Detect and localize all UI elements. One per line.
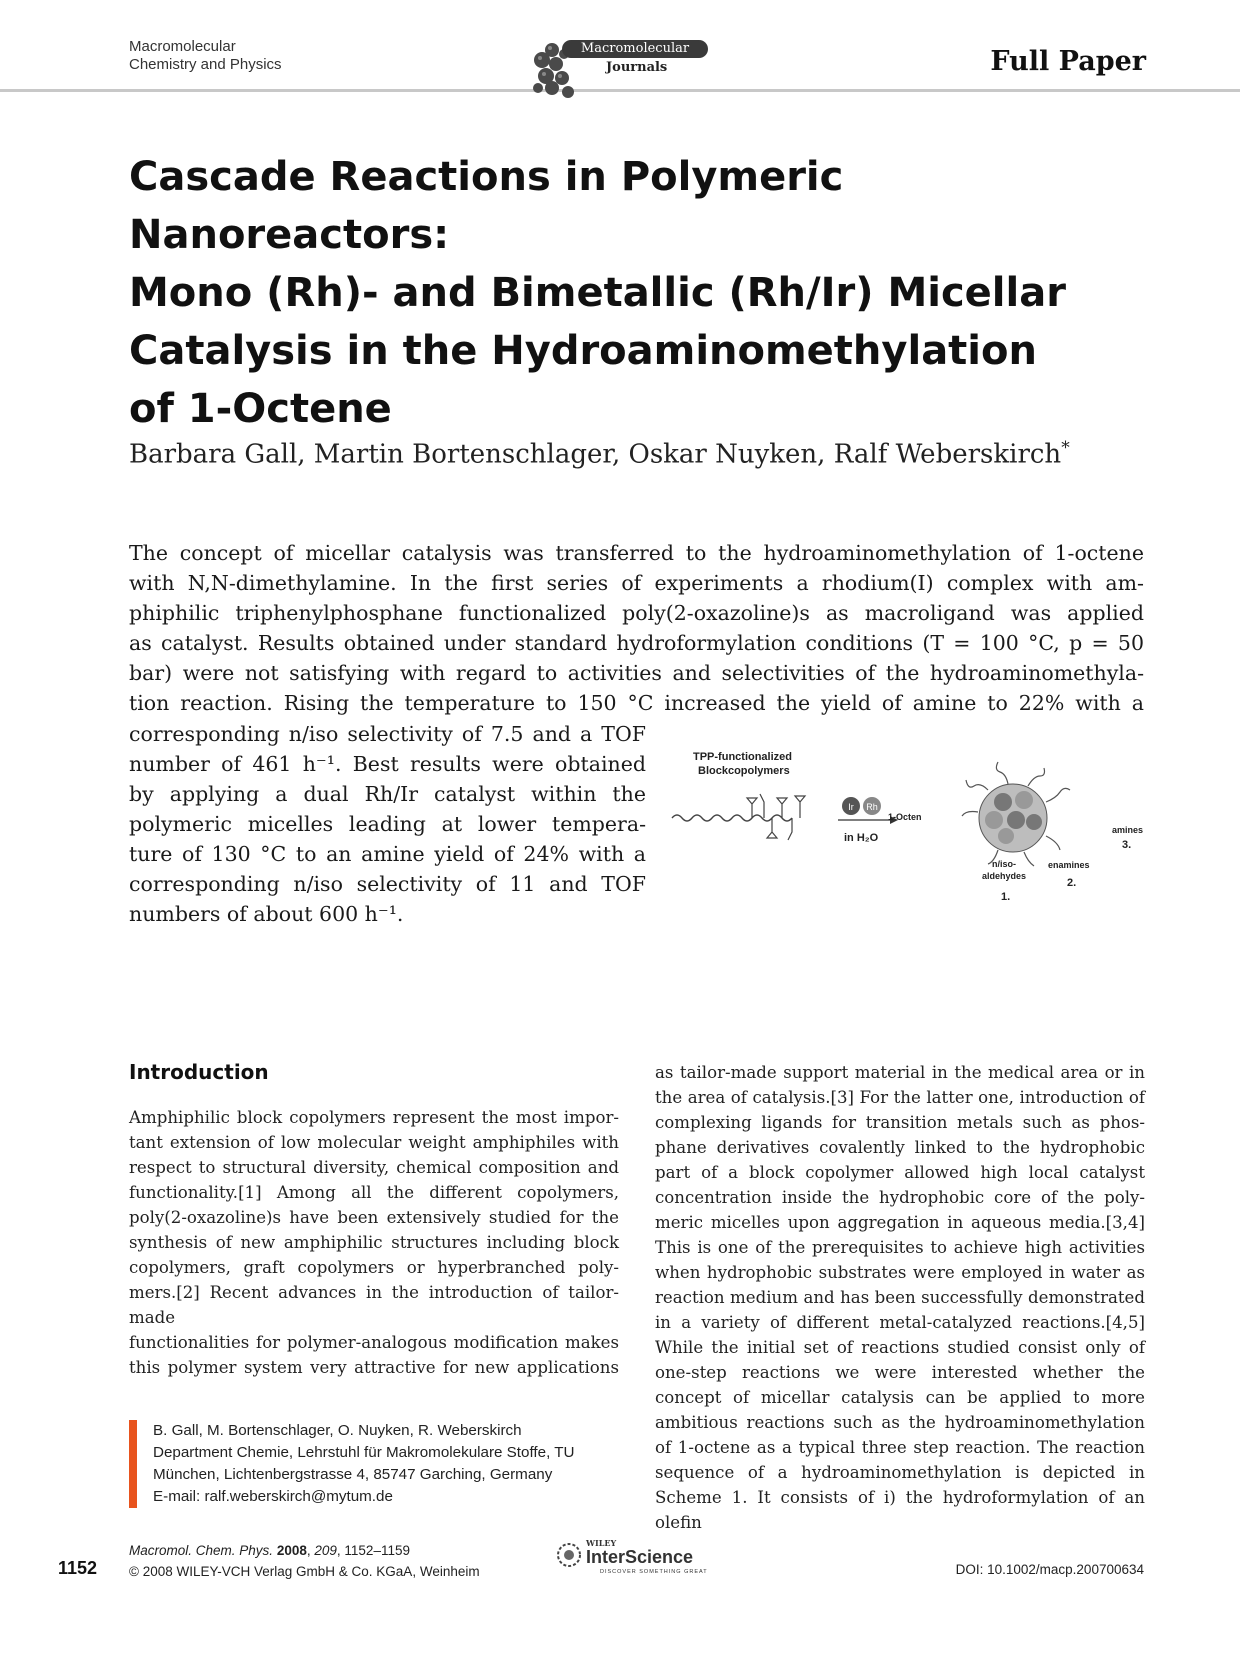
abstract-line: phiphilic triphenylphosphane functionalized poly(2-oxazoline)s as macroligand was applied xyxy=(129,601,1144,625)
authors-text: Barbara Gall, Martin Bortenschlager, Oskar Nuyken, Ralf Weberskirch xyxy=(129,439,1062,470)
graphic-label-polymer-1: TPP-functionalized xyxy=(693,751,792,763)
abstract xyxy=(129,538,1144,718)
graphic-octen: 1-Octen xyxy=(888,812,922,822)
body-line: concentration inside the hydrophobic core of the poly- xyxy=(655,1188,1145,1207)
graphic-rh: Rh xyxy=(866,802,878,812)
body-line: tant extension of low molecular weight amphiphiles with xyxy=(129,1133,619,1152)
affiliation-text xyxy=(153,1420,575,1508)
body-line: meric micelles upon aggregation in aqueous media.[3,4] xyxy=(655,1213,1145,1232)
affiliation-department: Department Chemie, Lehrstuhl für Makromolekulare Stoffe, TU xyxy=(153,1444,575,1461)
doi[interactable]: DOI: 10.1002/macp.200700634 xyxy=(955,1562,1144,1577)
body-line: ambitious reactions such as the hydroaminomethylation xyxy=(655,1413,1145,1432)
affiliation-address: München, Lichtenbergstrasse 4, 85747 Garching, Germany xyxy=(153,1466,553,1483)
graphic-ir: Ir xyxy=(848,802,854,812)
copyright: © 2008 WILEY-VCH Verlag GmbH & Co. KGaA, Weinheim xyxy=(129,1564,480,1579)
journal-name-line2: Chemistry and Physics xyxy=(129,56,282,73)
title-line: of 1-Octene xyxy=(129,386,392,432)
page-number: 1152 xyxy=(58,1558,98,1578)
interscience-wordmark: InterScience xyxy=(586,1547,694,1567)
abstract-line: number of 461 h⁻¹. Best results were obtained xyxy=(129,752,646,776)
globe-icon xyxy=(556,1542,582,1568)
citation-year: 2008 xyxy=(276,1543,307,1558)
body-line: While the initial set of reactions studied consist only of xyxy=(655,1338,1145,1357)
interscience-tagline: DISCOVER SOMETHING GREAT xyxy=(600,1569,708,1575)
body-line: Scheme 1. It consists of i) the hydroformylation of an olefin xyxy=(655,1488,1145,1532)
citation-pages: , 1152–1159 xyxy=(336,1543,410,1558)
micelle-icon xyxy=(962,762,1070,866)
body-line: synthesis of new amphiphilic structures including block xyxy=(129,1233,619,1252)
body-line: Amphiphilic block copolymers represent the most impor- xyxy=(129,1108,619,1127)
body-line: as tailor-made support material in the medical area or in xyxy=(655,1063,1145,1082)
graphic-label-polymer-2: Blockcopolymers xyxy=(698,765,790,777)
section-heading-introduction: Introduction xyxy=(129,1060,269,1084)
citation-journal: Macromol. Chem. Phys. xyxy=(129,1543,274,1558)
abstract-line: numbers of about 600 h⁻¹. xyxy=(129,902,404,926)
tpp-groups-icon xyxy=(747,794,805,840)
footer-citation xyxy=(129,1540,480,1582)
intro-right-column xyxy=(655,1060,1145,1535)
graphic-niso-1: n/iso- xyxy=(992,859,1016,869)
body-line: This is one of the prerequisites to achieve high activities xyxy=(655,1238,1145,1257)
body-line: the area of catalysis.[3] For the latter one, introduction of xyxy=(655,1088,1145,1107)
body-line: part of a block copolymer allowed high local catalyst xyxy=(655,1163,1145,1182)
intro-paragraph xyxy=(129,1105,619,1380)
body-line: poly(2-oxazoline)s have been extensively studied for the xyxy=(129,1208,619,1227)
body-line: in a variety of different metal-catalyzed reactions.[4,5] xyxy=(655,1313,1145,1332)
body-line: functionalities for polymer-analogous modification makes xyxy=(129,1333,619,1352)
corresponding-mark: * xyxy=(1061,438,1070,458)
graphic-amines: amines xyxy=(1112,825,1144,835)
logo-journals: Journals xyxy=(606,60,668,75)
affiliation-authors: B. Gall, M. Bortenschlager, O. Nuyken, R. Weberskirch xyxy=(153,1422,522,1439)
body-line: concept of micellar catalysis can be applied to more xyxy=(655,1388,1145,1407)
body-line: respect to structural diversity, chemical composition and xyxy=(129,1158,619,1177)
title-line: Catalysis in the Hydroaminomethylation xyxy=(129,328,1037,374)
intro-left-column xyxy=(129,1060,619,1380)
abstract-line: as catalyst. Results obtained under standard hydroformylation conditions (T = 100 °C, p = 50 xyxy=(129,631,1144,655)
article-type: Full Paper xyxy=(990,46,1146,77)
abstract-line: The concept of micellar catalysis was transferred to the hydroaminomethylation of 1-octene xyxy=(129,541,1144,565)
graphical-abstract xyxy=(668,740,1154,910)
affiliation-bar xyxy=(129,1420,137,1508)
affiliation-email[interactable]: E-mail: ralf.weberskirch@mytum.de xyxy=(153,1488,393,1505)
body-line: mers.[2] Recent advances in the introduction of tailor-made xyxy=(129,1283,619,1327)
body-line: copolymers, graft copolymers or hyperbranched poly- xyxy=(129,1258,619,1277)
abstract-line: corresponding n/iso selectivity of 11 and TOF xyxy=(129,872,646,896)
wiley-small: WILEY xyxy=(586,1538,617,1548)
body-line: of 1-octene as a typical three step reaction. The reaction xyxy=(655,1438,1145,1457)
abstract-line: polymeric micelles leading at lower tempera- xyxy=(129,812,646,836)
abstract-line: bar) were not satisfying with regard to activities and selectivities of the hydroaminomethyla- xyxy=(129,661,1144,685)
body-line: sequence of a hydroaminomethylation is depicted in xyxy=(655,1463,1145,1482)
body-line: complexing ligands for transition metals such as phos- xyxy=(655,1113,1145,1132)
graphic-solvent: in H₂O xyxy=(844,832,879,844)
polymer-chain-icon xyxy=(672,815,792,821)
graphic-niso-2: aldehydes xyxy=(982,871,1027,881)
intro-paragraph-continued xyxy=(655,1060,1145,1535)
abstract-line: by applying a dual Rh/Ir catalyst within the xyxy=(129,782,646,806)
body-line: reaction medium and has been successfully demonstrated xyxy=(655,1288,1145,1307)
body-line: when hydrophobic substrates were employed in water as xyxy=(655,1263,1145,1282)
abstract-continued xyxy=(129,719,646,929)
graphic-num3: 3. xyxy=(1122,839,1132,851)
abstract-line: tion reaction. Rising the temperature to 150 °C increased the yield of amine to 22% with a xyxy=(129,691,1144,715)
title-line: Mono (Rh)- and Bimetallic (Rh/Ir) Micellar xyxy=(129,270,1066,316)
graphic-enamines: enamines xyxy=(1048,860,1090,870)
wiley-interscience-logo xyxy=(556,1536,736,1580)
macromolecular-journals-logo xyxy=(528,28,718,106)
body-line: one-step reactions we were interested whether the xyxy=(655,1363,1145,1382)
citation-volume: 209 xyxy=(314,1543,337,1558)
abstract-line: ture of 130 °C to an amine yield of 24% with a xyxy=(129,842,646,866)
journal-name xyxy=(129,38,282,74)
graphic-num1: 1. xyxy=(1001,891,1011,903)
logo-pill: Macromolecular xyxy=(562,40,708,58)
citation-line: Macromol. Chem. Phys. 2008, 209, 1152–1159 xyxy=(129,1543,410,1558)
title-line: Cascade Reactions in Polymeric Nanoreactors: xyxy=(129,154,844,258)
body-line: phane derivatives covalently linked to the hydrophobic xyxy=(655,1138,1145,1157)
journal-name-line1: Macromolecular xyxy=(129,38,236,55)
abstract-line: with N,N-dimethylamine. In the first series of experiments a rhodium(I) complex with am- xyxy=(129,571,1144,595)
author-affiliation xyxy=(129,1420,619,1508)
paper-title xyxy=(129,148,1149,438)
body-line: this polymer system very attractive for new applications xyxy=(129,1358,619,1377)
graphic-num2: 2. xyxy=(1067,877,1077,889)
body-line: functionality.[1] Among all the different copolymers, xyxy=(129,1183,619,1202)
author-list xyxy=(129,438,1129,470)
abstract-line: corresponding n/iso selectivity of 7.5 and a TOF xyxy=(129,722,646,746)
